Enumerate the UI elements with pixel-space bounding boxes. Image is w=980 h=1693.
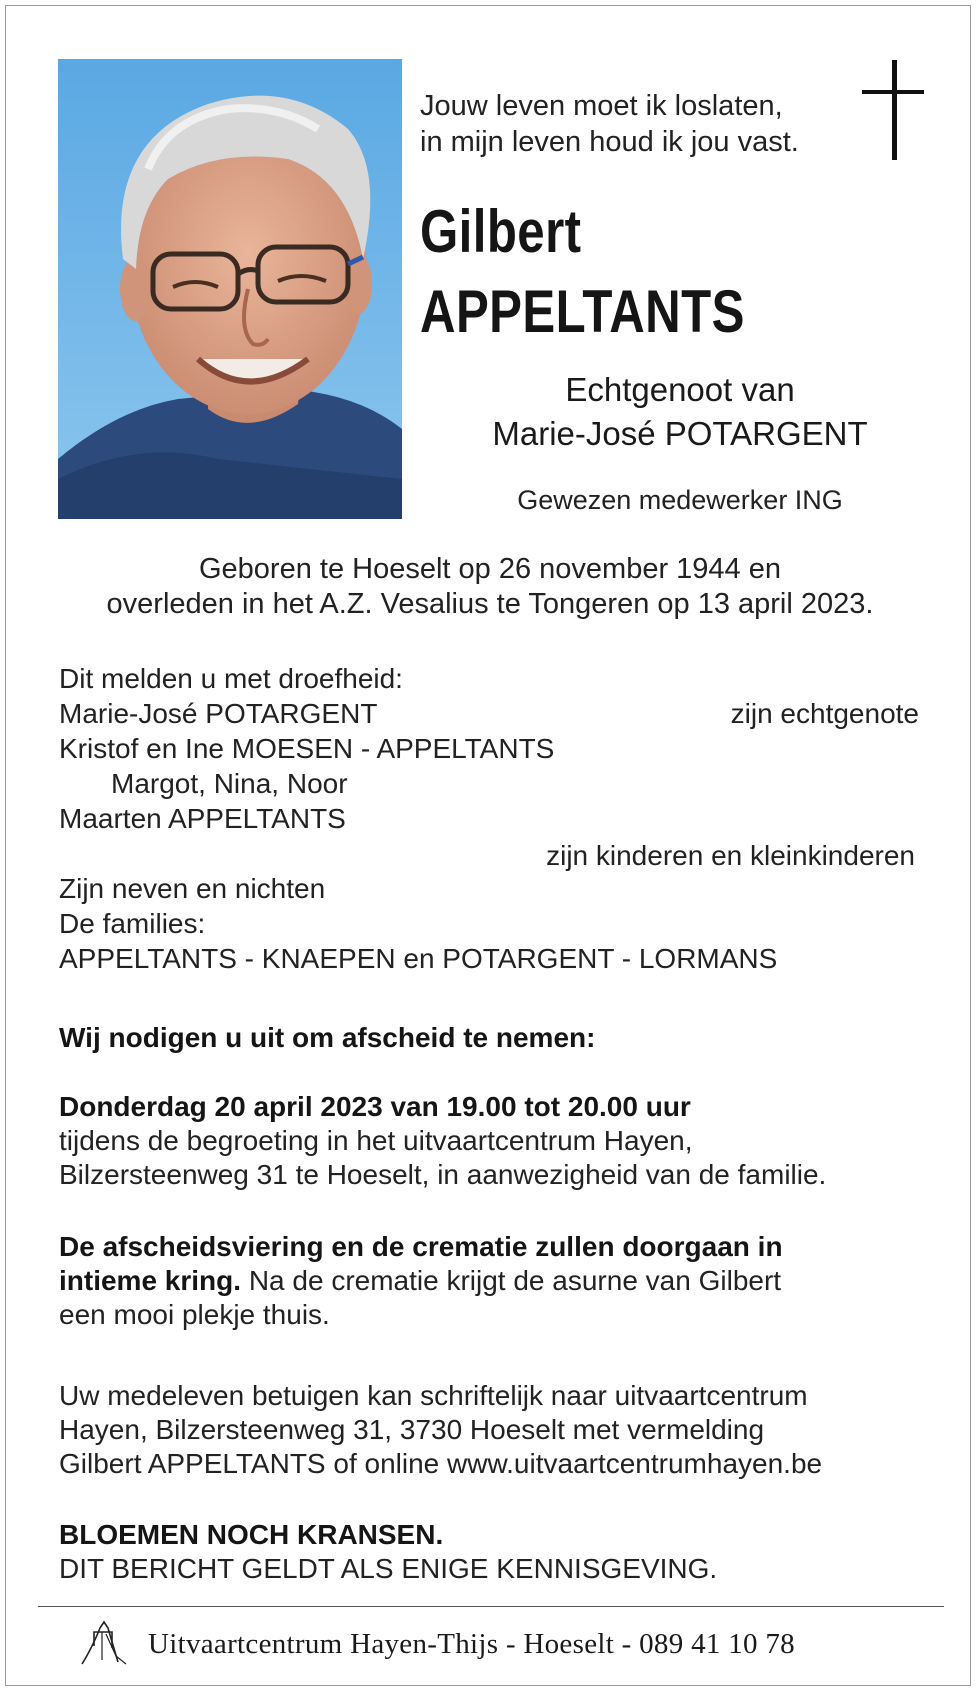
farewell-date: Donderdag 20 april 2023 van 19.00 tot 20.00 uur bbox=[59, 1091, 691, 1122]
ceremony-section bbox=[59, 1230, 939, 1332]
cross-icon bbox=[862, 60, 924, 160]
mourner-cousins: Zijn neven en nichten bbox=[59, 873, 326, 904]
ceremony-line-3: een mooi plekje thuis. bbox=[59, 1299, 330, 1330]
footer-text: Uitvaartcentrum Hayen-Thijs - Hoeselt - 089 41 10 78 bbox=[148, 1628, 795, 1660]
condolences-section bbox=[59, 1379, 939, 1481]
ceremony-rest-2: Na de crematie krijgt de asurne van Gilbert bbox=[241, 1265, 782, 1296]
footer-divider bbox=[38, 1606, 944, 1607]
mourner-families: APPELTANTS - KNAEPEN en POTARGENT - LORMANS bbox=[59, 943, 778, 974]
farewell-detail-2: Bilzersteenweg 31 te Hoeselt, in aanwezigheid van de familie. bbox=[59, 1159, 827, 1190]
profession: Gewezen medewerker ING bbox=[517, 485, 843, 515]
portrait-photo bbox=[58, 59, 402, 519]
deceased-last-name: APPELTANTS bbox=[420, 278, 745, 345]
mourner-grandchildren: Margot, Nina, Noor bbox=[111, 768, 348, 799]
ceremony-bold-2: intieme kring. bbox=[59, 1265, 242, 1296]
mourner-child-2: Maarten APPELTANTS bbox=[59, 803, 346, 834]
mourner-families-label: De families: bbox=[59, 908, 206, 939]
farewell-details bbox=[59, 1090, 939, 1192]
memorial-quote bbox=[420, 88, 799, 160]
mourners-section bbox=[59, 662, 939, 977]
spouse-line-1: Echtgenoot van bbox=[565, 371, 795, 408]
farewell-detail-1: tijdens de begroeting in het uitvaartcentrum Hayen, bbox=[59, 1125, 693, 1156]
quote-line-2: in mijn leven houd ik jou vast. bbox=[420, 126, 799, 158]
ceremony-line-2 bbox=[59, 1264, 939, 1298]
notice-section bbox=[59, 1518, 939, 1586]
notice-only: DIT BERICHT GELDT ALS ENIGE KENNISGEVING. bbox=[59, 1553, 718, 1584]
condolences-line-1: Uw medeleven betuigen kan schriftelijk naar uitvaartcentrum bbox=[59, 1380, 808, 1411]
deceased-name bbox=[420, 192, 745, 352]
deceased-first-name: Gilbert bbox=[420, 198, 582, 265]
mourner-spouse-role: zijn echtgenote bbox=[730, 698, 919, 729]
farewell-invite: Wij nodigen u uit om afscheid te nemen: bbox=[59, 1022, 596, 1053]
birth-line: Geboren te Hoeselt op 26 november 1944 en bbox=[198, 553, 781, 585]
quote-line-1: Jouw leven moet ik loslaten, bbox=[420, 90, 783, 122]
mourner-child-1: Kristof en Ine MOESEN - APPELTANTS bbox=[59, 733, 555, 764]
condolences-line-3: Gilbert APPELTANTS of online www.uitvaartcentrumhayen.be bbox=[59, 1448, 823, 1479]
ceremony-line-1: De afscheidsviering en de crematie zullen doorgaan in bbox=[59, 1231, 783, 1262]
mourners-intro: Dit melden u met droefheid: bbox=[59, 663, 403, 694]
funeral-home-logo-icon bbox=[78, 1618, 130, 1668]
mourner-children-role: zijn kinderen en kleinkinderen bbox=[546, 840, 915, 871]
spouse-info bbox=[420, 368, 940, 456]
notice-flowers: BLOEMEN NOCH KRANSEN. bbox=[59, 1519, 444, 1550]
condolences-line-2: Hayen, Bilzersteenweg 31, 3730 Hoeselt met vermelding bbox=[59, 1414, 765, 1445]
death-line: overleden in het A.Z. Vesalius te Tongeren op 13 april 2023. bbox=[106, 588, 874, 620]
birth-death-info bbox=[40, 552, 940, 622]
spouse-line-2: Marie-José POTARGENT bbox=[492, 415, 868, 452]
footer bbox=[78, 1614, 928, 1674]
mourner-spouse-name: Marie-José POTARGENT bbox=[59, 698, 378, 729]
